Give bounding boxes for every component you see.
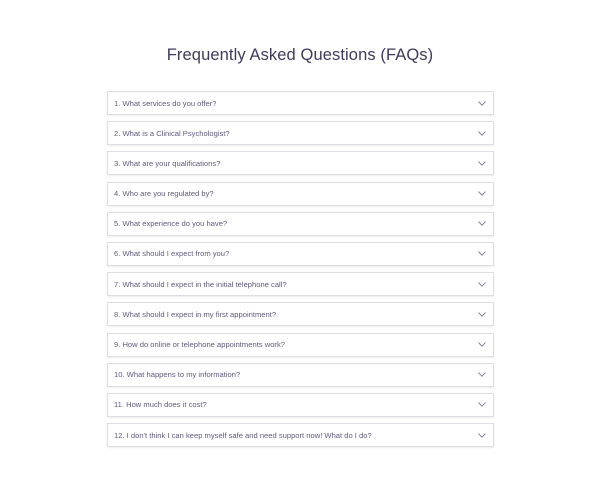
- chevron-down-icon: [478, 129, 486, 137]
- faq-item-8[interactable]: [107, 302, 494, 326]
- chevron-down-icon: [478, 401, 486, 409]
- chevron-down-icon: [478, 431, 486, 439]
- faq-item-2[interactable]: [107, 121, 494, 145]
- faq-question: 6. What should I expect from you?: [114, 249, 230, 259]
- faq-item-10[interactable]: [107, 363, 494, 387]
- faq-item-6[interactable]: [107, 242, 494, 266]
- faq-item-4[interactable]: [107, 182, 494, 206]
- faq-item-11[interactable]: [107, 393, 494, 417]
- chevron-down-icon: [478, 190, 486, 198]
- faq-item-7[interactable]: [107, 272, 494, 296]
- faq-item-5[interactable]: [107, 212, 494, 236]
- chevron-down-icon: [478, 99, 486, 107]
- faq-question: 1. What services do you offer?: [114, 98, 217, 108]
- faq-question: 9. How do online or telephone appointments work?: [114, 340, 285, 349]
- chevron-down-icon: [478, 159, 486, 167]
- faq-item-9[interactable]: [107, 333, 494, 357]
- faq-question: 10. What happens to my information?: [114, 370, 241, 380]
- chevron-down-icon: [478, 250, 486, 258]
- faq-item-3[interactable]: [107, 151, 494, 175]
- faq-item-1[interactable]: [107, 91, 494, 115]
- chevron-down-icon: [478, 371, 486, 379]
- faq-question: 11. How much does it cost?: [114, 400, 207, 410]
- faq-list: [107, 91, 494, 453]
- page-title: Frequently Asked Questions (FAQs): [166, 46, 434, 64]
- faq-question: 8. What should I expect in my first appointment?: [114, 309, 277, 319]
- faq-question: 12. I don't think I can keep myself safe and need support now! What do I do?: [114, 430, 372, 440]
- faq-question: 7. What should I expect in the initial telephone call?: [114, 279, 287, 289]
- chevron-down-icon: [478, 310, 486, 318]
- faq-question: 3. What are your qualifications?: [114, 158, 221, 168]
- chevron-down-icon: [478, 280, 486, 288]
- chevron-down-icon: [478, 341, 486, 349]
- faq-item-12[interactable]: [107, 423, 494, 447]
- faq-question: 2. What is a Clinical Psychologist?: [114, 128, 230, 138]
- faq-question: 5. What experience do you have?: [114, 219, 228, 229]
- chevron-down-icon: [478, 220, 486, 228]
- faq-question: 4. Who are you regulated by?: [114, 189, 214, 199]
